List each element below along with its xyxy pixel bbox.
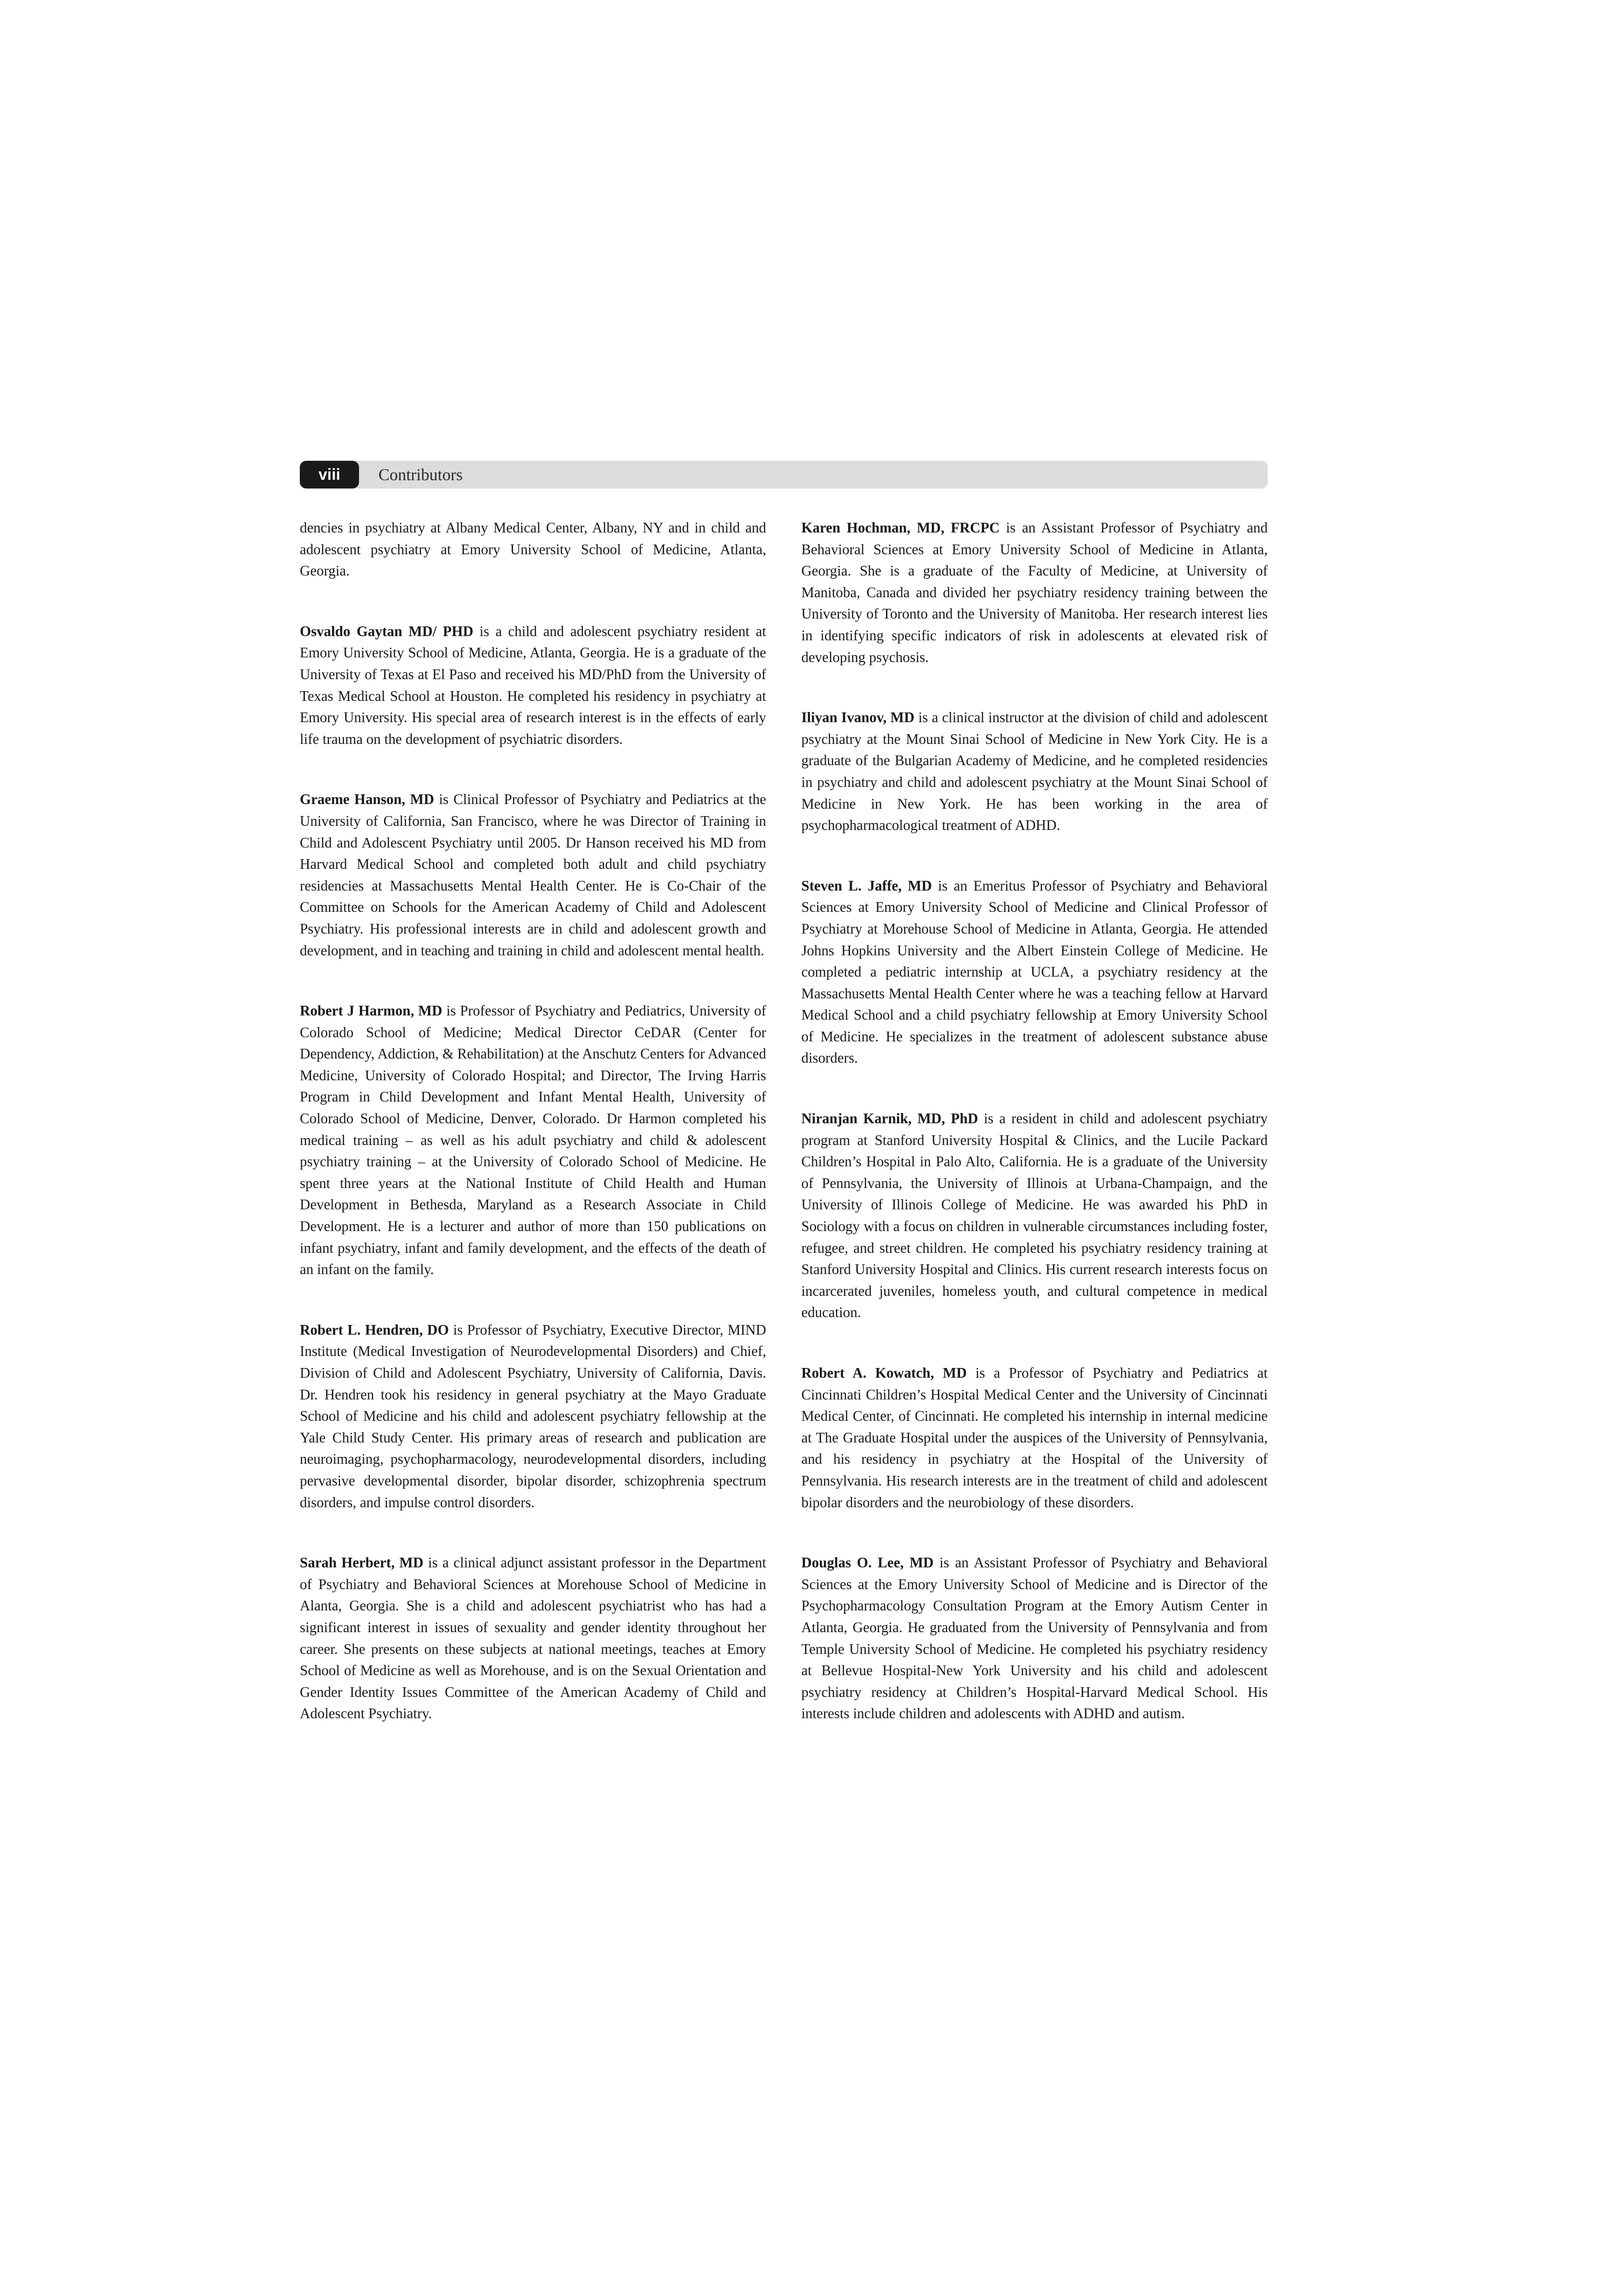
contributor-entry bbox=[300, 1319, 766, 1513]
page-number: viii bbox=[300, 461, 359, 489]
contributor-bio: is a Professor of Psychiatry and Pediatrics at Cincinnati Children’s Hospital Medical Center and the University of Cincinnati Medical Center, of Cincinnati. He completed his internship in internal medicine at The Graduate Hospital under the auspices of the University of Pennsylvania, and his residency in psychiatry at the Hospital of the University of Pennsylvania. His research interests are in the treatment of child and adolescent bipolar disorders and the neurobiology of these disorders. bbox=[801, 1365, 1268, 1510]
contributor-entry bbox=[300, 621, 766, 750]
contributor-name: Steven L. Jaffe, MD bbox=[801, 877, 932, 894]
contributor-name: Douglas O. Lee, MD bbox=[801, 1554, 934, 1571]
contributor-entry bbox=[801, 1552, 1268, 1725]
contributor-entry bbox=[801, 707, 1268, 836]
contributor-bio: is Clinical Professor of Psychiatry and Pediatrics at the University of California, San Francisco, where he was Director of Training in Child and Adolescent Psychiatry until 2005. Dr Hanson received his MD from Harvard Medical School and completed both adult and child psychiatry residencies at Massachusetts Mental Health Center. He is Co-Chair of the Committee on Schools for the American Academy of Child and Adolescent Psychiatry. His professional interests are in child and adolescent growth and development, and in teaching and training in child and adolescent mental health. bbox=[300, 791, 766, 959]
contributor-name: Iliyan Ivanov, MD bbox=[801, 709, 915, 726]
contributor-bio: is Professor of Psychiatry, Executive Director, MIND Institute (Medical Investigation of Neurodevelopmental Disorders) and Chief, Division of Child and Adolescent Psychiatry, University of California, Davis. Dr. Hendren took his residency in general psychiatry at the Mayo Graduate School of Medicine and his child and adolescent psychiatry fellowship at the Yale Child Study Center. His primary areas of research and publication are neuroimaging, psychopharmacology, neurodevelopmental disorders, including pervasive developmental disorder, bipolar disorder, schizophrenia spectrum disorders, and impulse control disorders. bbox=[300, 1321, 766, 1510]
contributor-name: Robert A. Kowatch, MD bbox=[801, 1365, 967, 1381]
contributor-bio: is an Emeritus Professor of Psychiatry and Behavioral Sciences at Emory University School of Medicine and Clinical Professor of Psychiatry at Morehouse School of Medicine in Atlanta, Georgia. He attended Johns Hopkins University and the Albert Einstein College of Medicine. He completed a pediatric internship at UCLA, a psychiatry residency at the Massachusetts Mental Health Center where he was a teaching fellow at Harvard Medical School and a child psychiatry fellowship at Emory University School of Medicine. He specializes in the treatment of adolescent substance abuse disorders. bbox=[801, 877, 1268, 1066]
right-column bbox=[801, 517, 1268, 1764]
contributor-entry bbox=[300, 1552, 766, 1725]
contributor-bio: is an Assistant Professor of Psychiatry and Behavioral Sciences at the Emory University School of Medicine and is Director of the Psychopharmacology Consultation Program at the Emory Autism Center in Atlanta, Georgia. He graduated from the University of Pennsylvania and from Temple University School of Medicine. He completed his psychiatry residency at Bellevue Hospital-New York University and his child and adolescent psychiatry residency at Children’s Hospital-Harvard Medical School. His interests include children and adolescents with ADHD and autism. bbox=[801, 1554, 1268, 1722]
contributor-entry bbox=[801, 1362, 1268, 1513]
contributor-entry bbox=[300, 1000, 766, 1281]
contributor-entry bbox=[300, 517, 766, 582]
contributor-bio: is a clinical adjunct assistant professor in the Department of Psychiatry and Behavioral Sciences at Morehouse School of Medicine in Alanta, Georgia. She is a child and adolescent psychiatrist who has had a significant interest in issues of sexuality and gender identity throughout her career. She presents on these subjects at national meetings, teaches at Emory School of Medicine as well as Morehouse, and is on the Sexual Orientation and Gender Identity Issues Committee of the American Academy of Child and Adolescent Psychiatry. bbox=[300, 1554, 766, 1722]
contributor-name: Robert J Harmon, MD bbox=[300, 1003, 442, 1019]
contributor-name: Graeme Hanson, MD bbox=[300, 791, 434, 808]
contributor-bio: is Professor of Psychiatry and Pediatrics, University of Colorado School of Medicine; Medical Director CeDAR (Center for Dependency, Addiction, & Rehabilitation) at the Anschutz Centers for Advanced Medicine, University of Colorado Hospital; and Director, The Irving Harris Program in Child Development and Infant Mental Health, University of Colorado School of Medicine, Denver, Colorado. Dr Harmon completed his medical training – as well as his adult psychiatry and child & adolescent psychiatry training – at the University of Colorado School of Medicine. He spent three years at the National Institute of Child Health and Human Development in Bethesda, Maryland as a Research Associate in Child Development. He is a lecturer and author of more than 150 publications on infant psychiatry, infant and family development, and the effects of the death of an infant on the family. bbox=[300, 1003, 766, 1278]
contributor-bio: is a clinical instructor at the division of child and adolescent psychiatry at the Mount Sinai School of Medicine in New York City. He is a graduate of the Bulgarian Academy of Medicine, and he completed residencies in psychiatry and child and adolescent psychiatry at the Mount Sinai School of Medicine in New York. He has been working in the area of psychopharmacological treatment of ADHD. bbox=[801, 709, 1268, 834]
contributor-bio: is a child and adolescent psychiatry resident at Emory University School of Medicine, Atlanta, Georgia. He is a graduate of the University of Texas at El Paso and received his MD/PhD from the University of Texas Medical School at Houston. He completed his residency in psychiatry at Emory University. His special area of research interest is in the effects of early life trauma on the development of psychiatric disorders. bbox=[300, 623, 767, 747]
contributor-entry bbox=[801, 1108, 1268, 1324]
running-title: Contributors bbox=[378, 465, 463, 484]
left-column bbox=[300, 517, 766, 1764]
contributor-entry bbox=[801, 517, 1268, 668]
contributor-name: Niranjan Karnik, MD, PhD bbox=[801, 1110, 979, 1127]
contributor-name: Osvaldo Gaytan MD/ PHD bbox=[300, 623, 473, 639]
contributor-entry bbox=[300, 789, 766, 961]
contributor-name: Sarah Herbert, MD bbox=[300, 1554, 424, 1571]
contributor-bio: dencies in psychiatry at Albany Medical Center, Albany, NY and in child and adolescent psychiatry at Emory University School of Medicine, Atlanta, Georgia. bbox=[300, 520, 766, 579]
contributor-bio: is an Assistant Professor of Psychiatry and Behavioral Sciences at Emory University School of Medicine in Atlanta, Georgia. She is a graduate of the Faculty of Medicine, at University of Manitoba, Canada and divided her psychiatry residency training between the University of Toronto and the University of Manitoba. Her research interest lies in identifying specific indicators of risk in adolescents at elevated risk of developing psychosis. bbox=[801, 520, 1268, 665]
contributor-entry bbox=[801, 875, 1268, 1069]
contributor-name: Karen Hochman, MD, FRCPC bbox=[801, 520, 1000, 536]
contributor-bio: is a resident in child and adolescent psychiatry program at Stanford University Hospital & Clinics, and the Lucile Packard Children’s Hospital in Palo Alto, California. He is a graduate of the University of Pennsylvania, the University of Illinois at Urbana-Champaign, and the University of Illinois College of Medicine. He was awarded his PhD in Sociology with a focus on children in vulnerable circumstances including foster, refugee, and street children. He completed his psychiatry residency training at Stanford University Hospital and Clinics. His current research interests focus on incarcerated juveniles, homeless youth, and cultural competence in medical education. bbox=[801, 1110, 1268, 1321]
contributor-name: Robert L. Hendren, DO bbox=[300, 1321, 449, 1338]
